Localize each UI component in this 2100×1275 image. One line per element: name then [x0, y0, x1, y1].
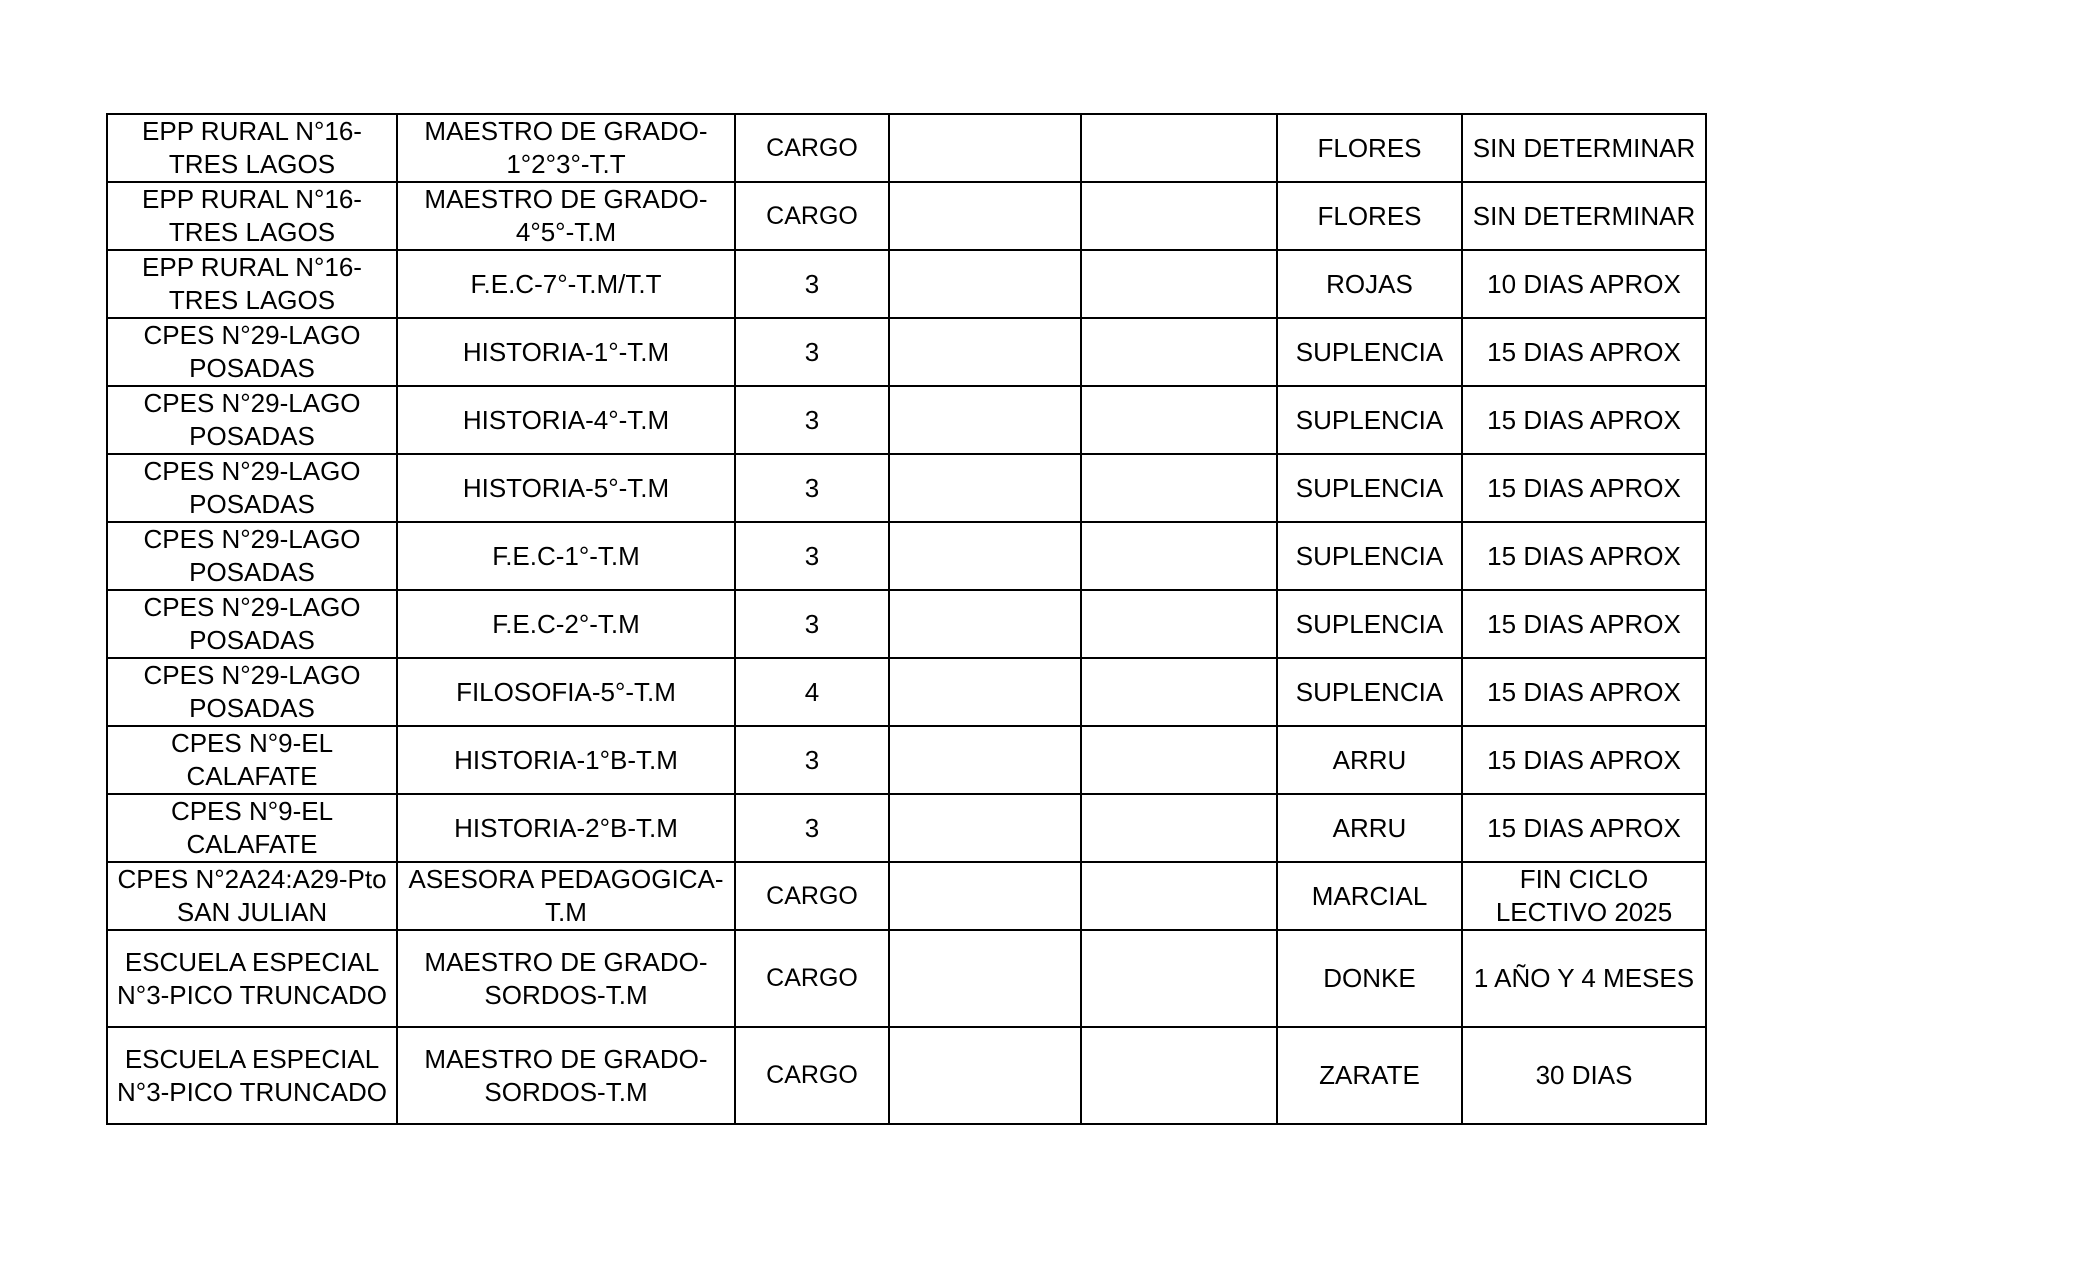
replaces-cell: SUPLENCIA [1277, 658, 1462, 726]
table-row [107, 794, 1706, 862]
table-row [107, 862, 1706, 930]
hours-cell: CARGO [735, 1027, 889, 1124]
table-row [107, 386, 1706, 454]
table-row [107, 930, 1706, 1027]
replaces-cell: SUPLENCIA [1277, 318, 1462, 386]
hours-cell: CARGO [735, 862, 889, 930]
hours-cell: 3 [735, 590, 889, 658]
replaces-cell: FLORES [1277, 114, 1462, 182]
hours-cell: CARGO [735, 930, 889, 1027]
replaces-cell: SUPLENCIA [1277, 386, 1462, 454]
table-row [107, 1027, 1706, 1124]
blank-cell-5 [1081, 1027, 1277, 1124]
blank-cell-5 [1081, 658, 1277, 726]
blank-cell-5 [1081, 454, 1277, 522]
school-cell: ESCUELA ESPECIAL N°3-PICO TRUNCADO [107, 1027, 397, 1124]
duration-cell: FIN CICLO LECTIVO 2025 [1462, 862, 1706, 930]
blank-cell-4 [889, 726, 1081, 794]
subject-cell: MAESTRO DE GRADO- 1°2°3°-T.T [397, 114, 735, 182]
blank-cell-4 [889, 386, 1081, 454]
duration-cell: 10 DIAS APROX [1462, 250, 1706, 318]
subject-cell: MAESTRO DE GRADO- 4°5°-T.M [397, 182, 735, 250]
table-row [107, 250, 1706, 318]
hours-cell: 3 [735, 522, 889, 590]
subject-cell: HISTORIA-4°-T.M [397, 386, 735, 454]
subject-cell: HISTORIA-1°B-T.M [397, 726, 735, 794]
blank-cell-4 [889, 318, 1081, 386]
table-row [107, 658, 1706, 726]
blank-cell-4 [889, 590, 1081, 658]
blank-cell-5 [1081, 318, 1277, 386]
blank-cell-4 [889, 1027, 1081, 1124]
blank-cell-4 [889, 114, 1081, 182]
blank-cell-5 [1081, 726, 1277, 794]
blank-cell-5 [1081, 386, 1277, 454]
subject-cell: F.E.C-7°-T.M/T.T [397, 250, 735, 318]
replaces-cell: SUPLENCIA [1277, 454, 1462, 522]
blank-cell-4 [889, 250, 1081, 318]
blank-cell-5 [1081, 862, 1277, 930]
subject-cell: HISTORIA-2°B-T.M [397, 794, 735, 862]
replaces-cell: DONKE [1277, 930, 1462, 1027]
hours-cell: CARGO [735, 114, 889, 182]
blank-cell-4 [889, 794, 1081, 862]
table-body [107, 114, 1706, 1124]
blank-cell-5 [1081, 930, 1277, 1027]
school-cell: CPES N°29-LAGO POSADAS [107, 386, 397, 454]
blank-cell-4 [889, 182, 1081, 250]
school-cell: EPP RURAL N°16- TRES LAGOS [107, 250, 397, 318]
duration-cell: 15 DIAS APROX [1462, 454, 1706, 522]
blank-cell-5 [1081, 522, 1277, 590]
duration-cell: 15 DIAS APROX [1462, 794, 1706, 862]
school-cell: CPES N°29-LAGO POSADAS [107, 590, 397, 658]
vacancies-table [106, 113, 1707, 1125]
blank-cell-4 [889, 658, 1081, 726]
replaces-cell: SUPLENCIA [1277, 590, 1462, 658]
table-row [107, 114, 1706, 182]
subject-cell: MAESTRO DE GRADO- SORDOS-T.M [397, 930, 735, 1027]
replaces-cell: FLORES [1277, 182, 1462, 250]
hours-cell: 4 [735, 658, 889, 726]
blank-cell-4 [889, 522, 1081, 590]
hours-cell: 3 [735, 318, 889, 386]
blank-cell-5 [1081, 590, 1277, 658]
replaces-cell: SUPLENCIA [1277, 522, 1462, 590]
table-row [107, 454, 1706, 522]
hours-cell: 3 [735, 386, 889, 454]
blank-cell-5 [1081, 250, 1277, 318]
subject-cell: ASESORA PEDAGOGICA- T.M [397, 862, 735, 930]
blank-cell-5 [1081, 794, 1277, 862]
hours-cell: CARGO [735, 182, 889, 250]
table-row [107, 726, 1706, 794]
subject-cell: F.E.C-2°-T.M [397, 590, 735, 658]
replaces-cell: ROJAS [1277, 250, 1462, 318]
school-cell: CPES N°29-LAGO POSADAS [107, 658, 397, 726]
replaces-cell: ARRU [1277, 794, 1462, 862]
subject-cell: HISTORIA-1°-T.M [397, 318, 735, 386]
blank-cell-5 [1081, 114, 1277, 182]
replaces-cell: ARRU [1277, 726, 1462, 794]
subject-cell: MAESTRO DE GRADO- SORDOS-T.M [397, 1027, 735, 1124]
table-row [107, 182, 1706, 250]
school-cell: CPES N°29-LAGO POSADAS [107, 454, 397, 522]
hours-cell: 3 [735, 794, 889, 862]
duration-cell: 15 DIAS APROX [1462, 522, 1706, 590]
hours-cell: 3 [735, 250, 889, 318]
blank-cell-5 [1081, 182, 1277, 250]
school-cell: ESCUELA ESPECIAL N°3-PICO TRUNCADO [107, 930, 397, 1027]
duration-cell: 15 DIAS APROX [1462, 726, 1706, 794]
duration-cell: 15 DIAS APROX [1462, 658, 1706, 726]
duration-cell: 15 DIAS APROX [1462, 590, 1706, 658]
duration-cell: 30 DIAS [1462, 1027, 1706, 1124]
school-cell: CPES N°9-EL CALAFATE [107, 726, 397, 794]
replaces-cell: MARCIAL [1277, 862, 1462, 930]
school-cell: EPP RURAL N°16- TRES LAGOS [107, 114, 397, 182]
subject-cell: F.E.C-1°-T.M [397, 522, 735, 590]
subject-cell: FILOSOFIA-5°-T.M [397, 658, 735, 726]
table-row [107, 318, 1706, 386]
school-cell: EPP RURAL N°16- TRES LAGOS [107, 182, 397, 250]
school-cell: CPES N°29-LAGO POSADAS [107, 522, 397, 590]
blank-cell-4 [889, 454, 1081, 522]
duration-cell: 1 AÑO Y 4 MESES [1462, 930, 1706, 1027]
school-cell: CPES N°29-LAGO POSADAS [107, 318, 397, 386]
blank-cell-4 [889, 930, 1081, 1027]
subject-cell: HISTORIA-5°-T.M [397, 454, 735, 522]
table-row [107, 522, 1706, 590]
hours-cell: 3 [735, 726, 889, 794]
duration-cell: 15 DIAS APROX [1462, 318, 1706, 386]
table-row [107, 590, 1706, 658]
replaces-cell: ZARATE [1277, 1027, 1462, 1124]
hours-cell: 3 [735, 454, 889, 522]
duration-cell: SIN DETERMINAR [1462, 114, 1706, 182]
school-cell: CPES N°2A24:A29-Pto SAN JULIAN [107, 862, 397, 930]
duration-cell: SIN DETERMINAR [1462, 182, 1706, 250]
school-cell: CPES N°9-EL CALAFATE [107, 794, 397, 862]
blank-cell-4 [889, 862, 1081, 930]
duration-cell: 15 DIAS APROX [1462, 386, 1706, 454]
